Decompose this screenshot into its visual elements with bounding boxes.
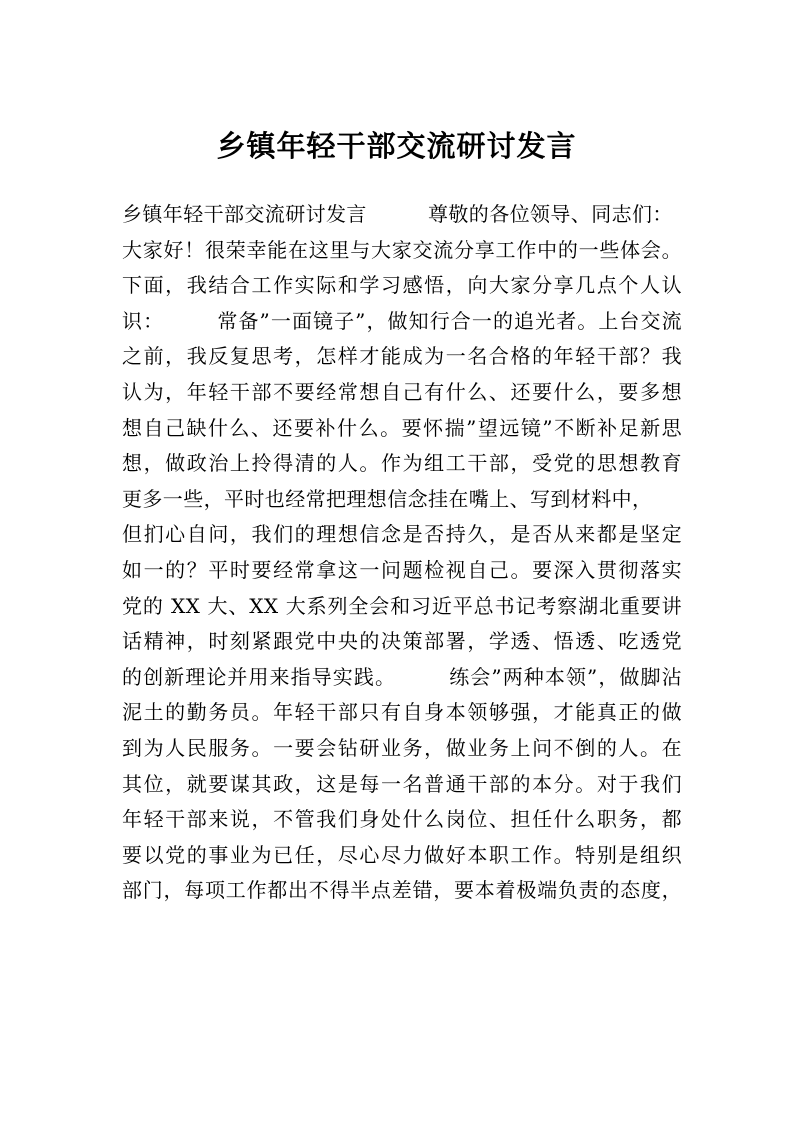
document-body [122,197,682,909]
text-line: 大家好！很荣幸能在这里与大家交流分享工作中的一些体会。 [122,237,682,262]
text-line: 识： 常备”一面镜子”，做知行合一的追光者。上台交流 [122,308,682,333]
document-title: 乡镇年轻干部交流研讨发言 [216,129,577,163]
text-line: 认为，年轻干部不要经常想自己有什么、还要什么，要多想 [122,379,682,404]
text-line: 年轻干部来说，不管我们身处什么岗位、担任什么职务，都 [122,807,682,832]
text-line: 下面，我结合工作实际和学习感悟，向大家分享几点个人认 [122,273,682,298]
text-line: 其位，就要谋其政，这是每一名普通干部的本分。对于我们 [122,771,682,796]
text-line: 但扪心自问，我们的理想信念是否持久，是否从来都是坚定 [122,522,682,547]
text-line: 更多一些，平时也经常把理想信念挂在嘴上、写到材料中， [122,486,653,511]
text-line: 部门，每项工作都出不得半点差错，要本着极端负责的态度， [122,878,682,903]
text-line: 想自己缺什么、还要补什么。要怀揣”望远镜”不断补足新思 [122,415,682,440]
text-line: 乡镇年轻干部交流研讨发言 尊敬的各位领导、同志们： [122,202,673,226]
text-line: 要以党的事业为已任，尽心尽力做好本职工作。特别是组织 [122,842,682,867]
text-line: 泥土的勤务员。年轻干部只有自身本领够强，才能真正的做 [122,700,682,725]
text-line: 到为人民服务。一要会钻研业务，做业务上问不倒的人。在 [122,735,682,760]
text-line: 的创新理论并用来指导实践。 练会”两种本领”，做脚沾 [122,664,682,689]
text-line: 党的 XX 大、XX 大系列全会和习近平总书记考察湖北重要讲 [122,593,682,618]
text-line: 话精神，时刻紧跟党中央的决策部署，学透、悟透、吃透党 [122,629,682,654]
text-line: 如一的？平时要经常拿这一问题检视自己。要深入贯彻落实 [122,557,682,582]
text-line: 想，做政治上拎得清的人。作为组工干部，受党的思想教育 [122,451,682,476]
text-line: 之前，我反复思考，怎样才能成为一名合格的年轻干部？我 [122,344,682,369]
